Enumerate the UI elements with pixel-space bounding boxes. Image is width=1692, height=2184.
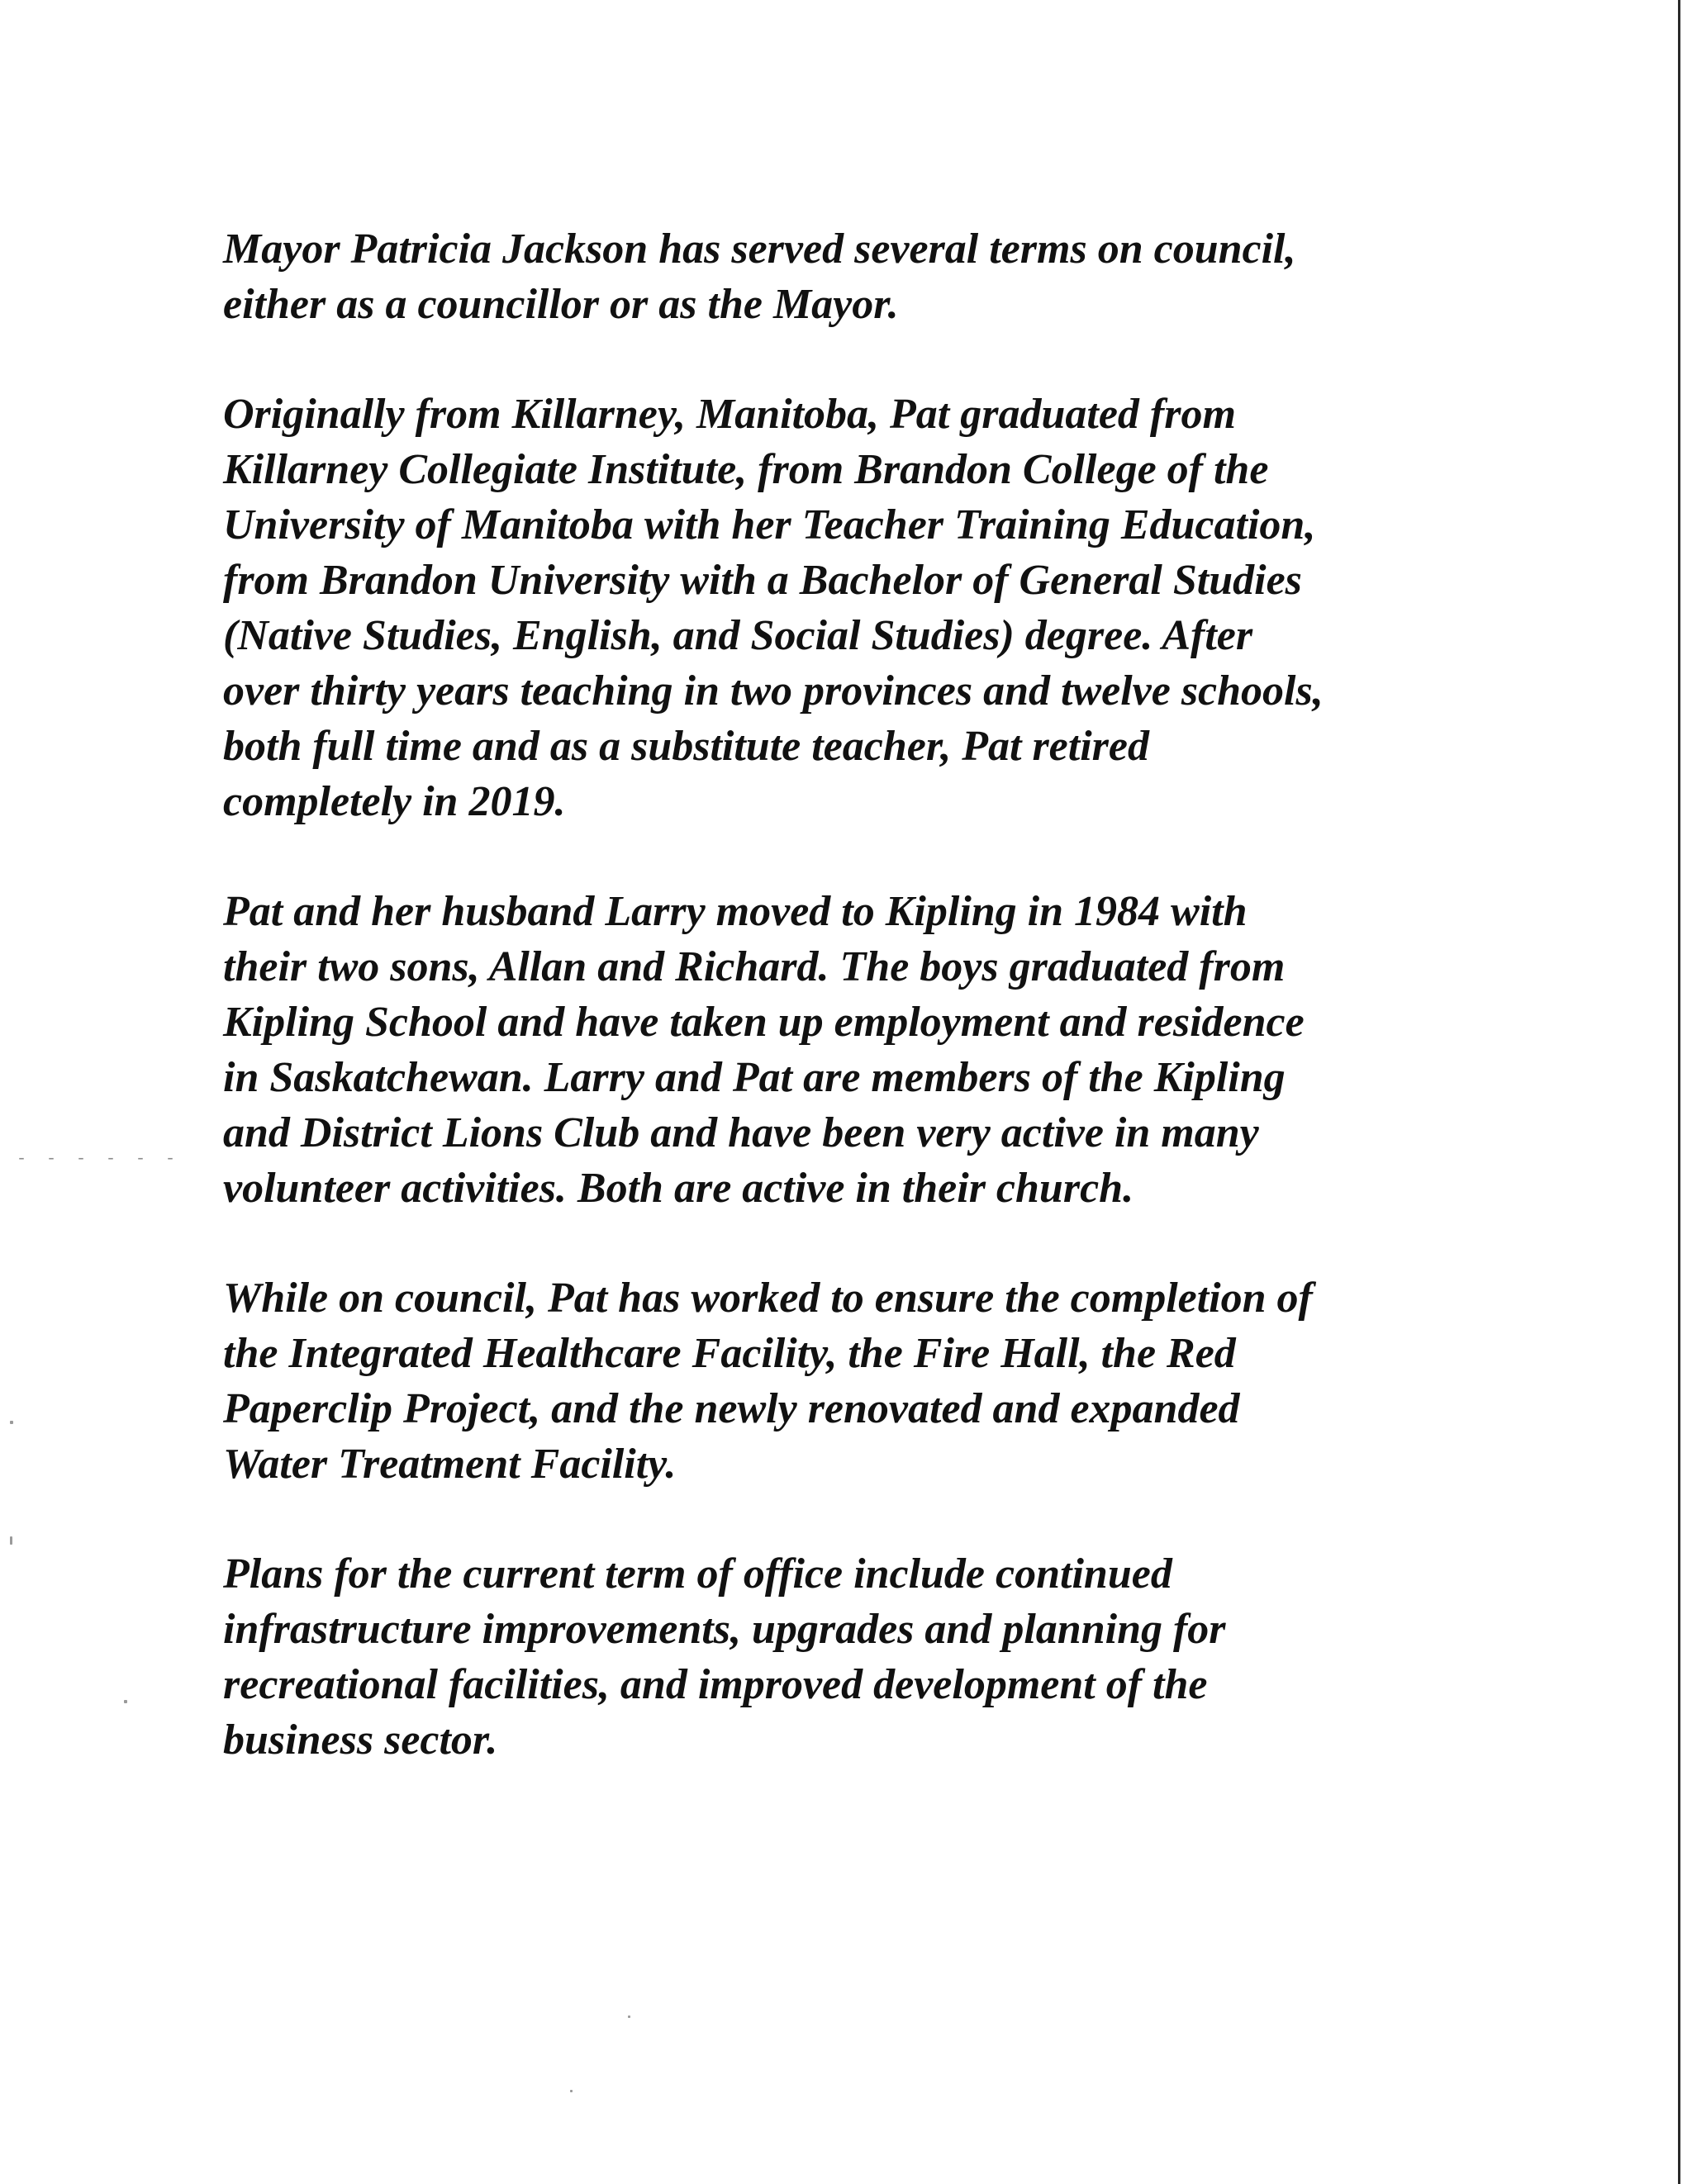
- text-line: both full time and as a substitute teacher, Pat retired: [223, 723, 1149, 770]
- text-line: Mayor Patricia Jackson has served several terms on council,: [223, 226, 1296, 273]
- text-line: either as a councillor or as the Mayor.: [223, 281, 899, 328]
- text-line: While on council, Pat has worked to ensure the completion of: [223, 1275, 1313, 1322]
- text-line: business sector.: [223, 1716, 498, 1764]
- scan-speck: [124, 1700, 127, 1703]
- text-line: completely in 2019.: [223, 778, 566, 825]
- paragraph-council-work: [223, 1270, 1479, 1492]
- text-line: Pat and her husband Larry moved to Kipling in 1984 with: [223, 888, 1248, 935]
- document-body: [223, 221, 1479, 1822]
- paragraph-intro: [223, 221, 1479, 332]
- scan-speck: [10, 1536, 12, 1545]
- scan-speck: [628, 2015, 630, 2018]
- scan-speck: [570, 2090, 573, 2092]
- text-line: over thirty years teaching in two provinces and twelve schools,: [223, 667, 1324, 715]
- paragraph-plans: [223, 1546, 1479, 1768]
- margin-scan-artifact: - - - - - -: [17, 1150, 181, 1169]
- text-line: in Saskatchewan. Larry and Pat are members of the Kipling: [223, 1054, 1286, 1101]
- text-line: Plans for the current term of office include continued: [223, 1550, 1172, 1598]
- scan-speck: [10, 1421, 13, 1424]
- text-line: from Brandon University with a Bachelor of General Studies: [223, 557, 1302, 604]
- text-line: the Integrated Healthcare Facility, the Fire Hall, the Red: [223, 1330, 1236, 1377]
- text-line: Killarney Collegiate Institute, from Brandon College of the: [223, 446, 1269, 493]
- scan-edge-line: [1678, 0, 1680, 2184]
- paragraph-education: [223, 387, 1479, 829]
- text-line: recreational facilities, and improved development of the: [223, 1661, 1208, 1708]
- text-line: University of Manitoba with her Teacher Training Education,: [223, 501, 1316, 548]
- paragraph-family: [223, 884, 1479, 1216]
- text-line: infrastructure improvements, upgrades and planning for: [223, 1606, 1226, 1653]
- text-line: Originally from Killarney, Manitoba, Pat graduated from: [223, 391, 1236, 438]
- text-line: Paperclip Project, and the newly renovated and expanded: [223, 1385, 1240, 1432]
- text-line: Kipling School and have taken up employment and residence: [223, 999, 1305, 1046]
- text-line: their two sons, Allan and Richard. The boys graduated from: [223, 943, 1286, 990]
- text-line: (Native Studies, English, and Social Studies) degree. After: [223, 612, 1253, 659]
- text-line: Water Treatment Facility.: [223, 1441, 677, 1488]
- text-line: volunteer activities. Both are active in their church.: [223, 1165, 1134, 1212]
- text-line: and District Lions Club and have been very active in many: [223, 1109, 1259, 1156]
